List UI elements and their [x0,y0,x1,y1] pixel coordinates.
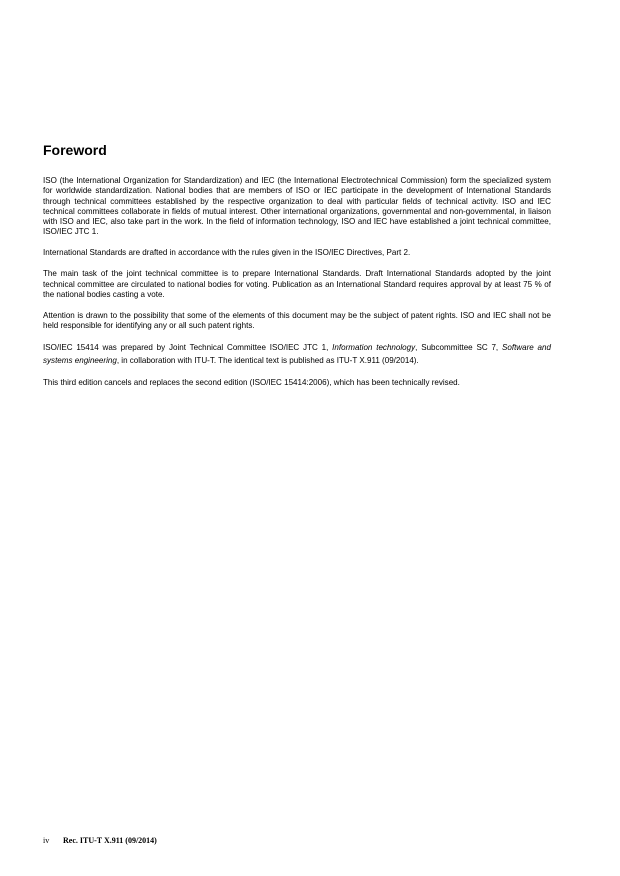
paragraph-5-text-1: ISO/IEC 15414 was prepared by Joint Technical Committee ISO/IEC JTC 1, [43,343,333,353]
page-footer [43,836,157,846]
paragraph-1: ISO (the International Organization for Standardization) and IEC (the International Electrotechnical Commission) form the specialized system for worldwide standardization. National bodies that are members of ISO or IEC participate in the development of International Standards through technical committees established by the respective organization to deal with particular fields of technical activity. ISO and IEC technical committees collaborate in fields of mutual interest. Other international organizations, governmental and non-governmental, in liaison with ISO and IEC, also take part in the work. In the field of information technology, ISO and IEC have established a joint technical committee, ISO/IEC JTC 1. [43,176,551,237]
paragraph-6: This third edition cancels and replaces the second edition (ISO/IEC 15414:2006), which has been technically revised. [43,377,460,387]
page-title: Foreword [43,142,107,158]
paragraph-5-text-3: , in collaboration with ITU-T. The identical text is published as ITU-T X.911 (09/2014). [116,355,419,365]
paragraph-5 [43,342,551,367]
paragraph-5-italic-1: Information technology [332,343,416,353]
paragraph-3: The main task of the joint technical committee is to prepare International Standards. Draft International Standards adopted by the joint technical committee are circulated to national bodies for voting. Publication as an International Standard requires approval by at least 75 % of the national bodies casting a vote. [43,269,551,300]
paragraph-5-italic-2: Software and systems engineering [43,343,551,365]
page-number: iv [43,836,50,845]
paragraph-2: International Standards are drafted in accordance with the rules given in the ISO/IEC Directives, Part 2. [43,248,411,258]
paragraph-4: Attention is drawn to the possibility that some of the elements of this document may be the subject of patent rights. ISO and IEC shall not be held responsible for identifying any or all such patent rights. [43,311,551,331]
recommendation-reference: Rec. ITU-T X.911 (09/2014) [63,836,157,845]
paragraph-5-text-2: , Subcommittee SC 7, [415,343,502,353]
foreword-body [43,176,551,399]
